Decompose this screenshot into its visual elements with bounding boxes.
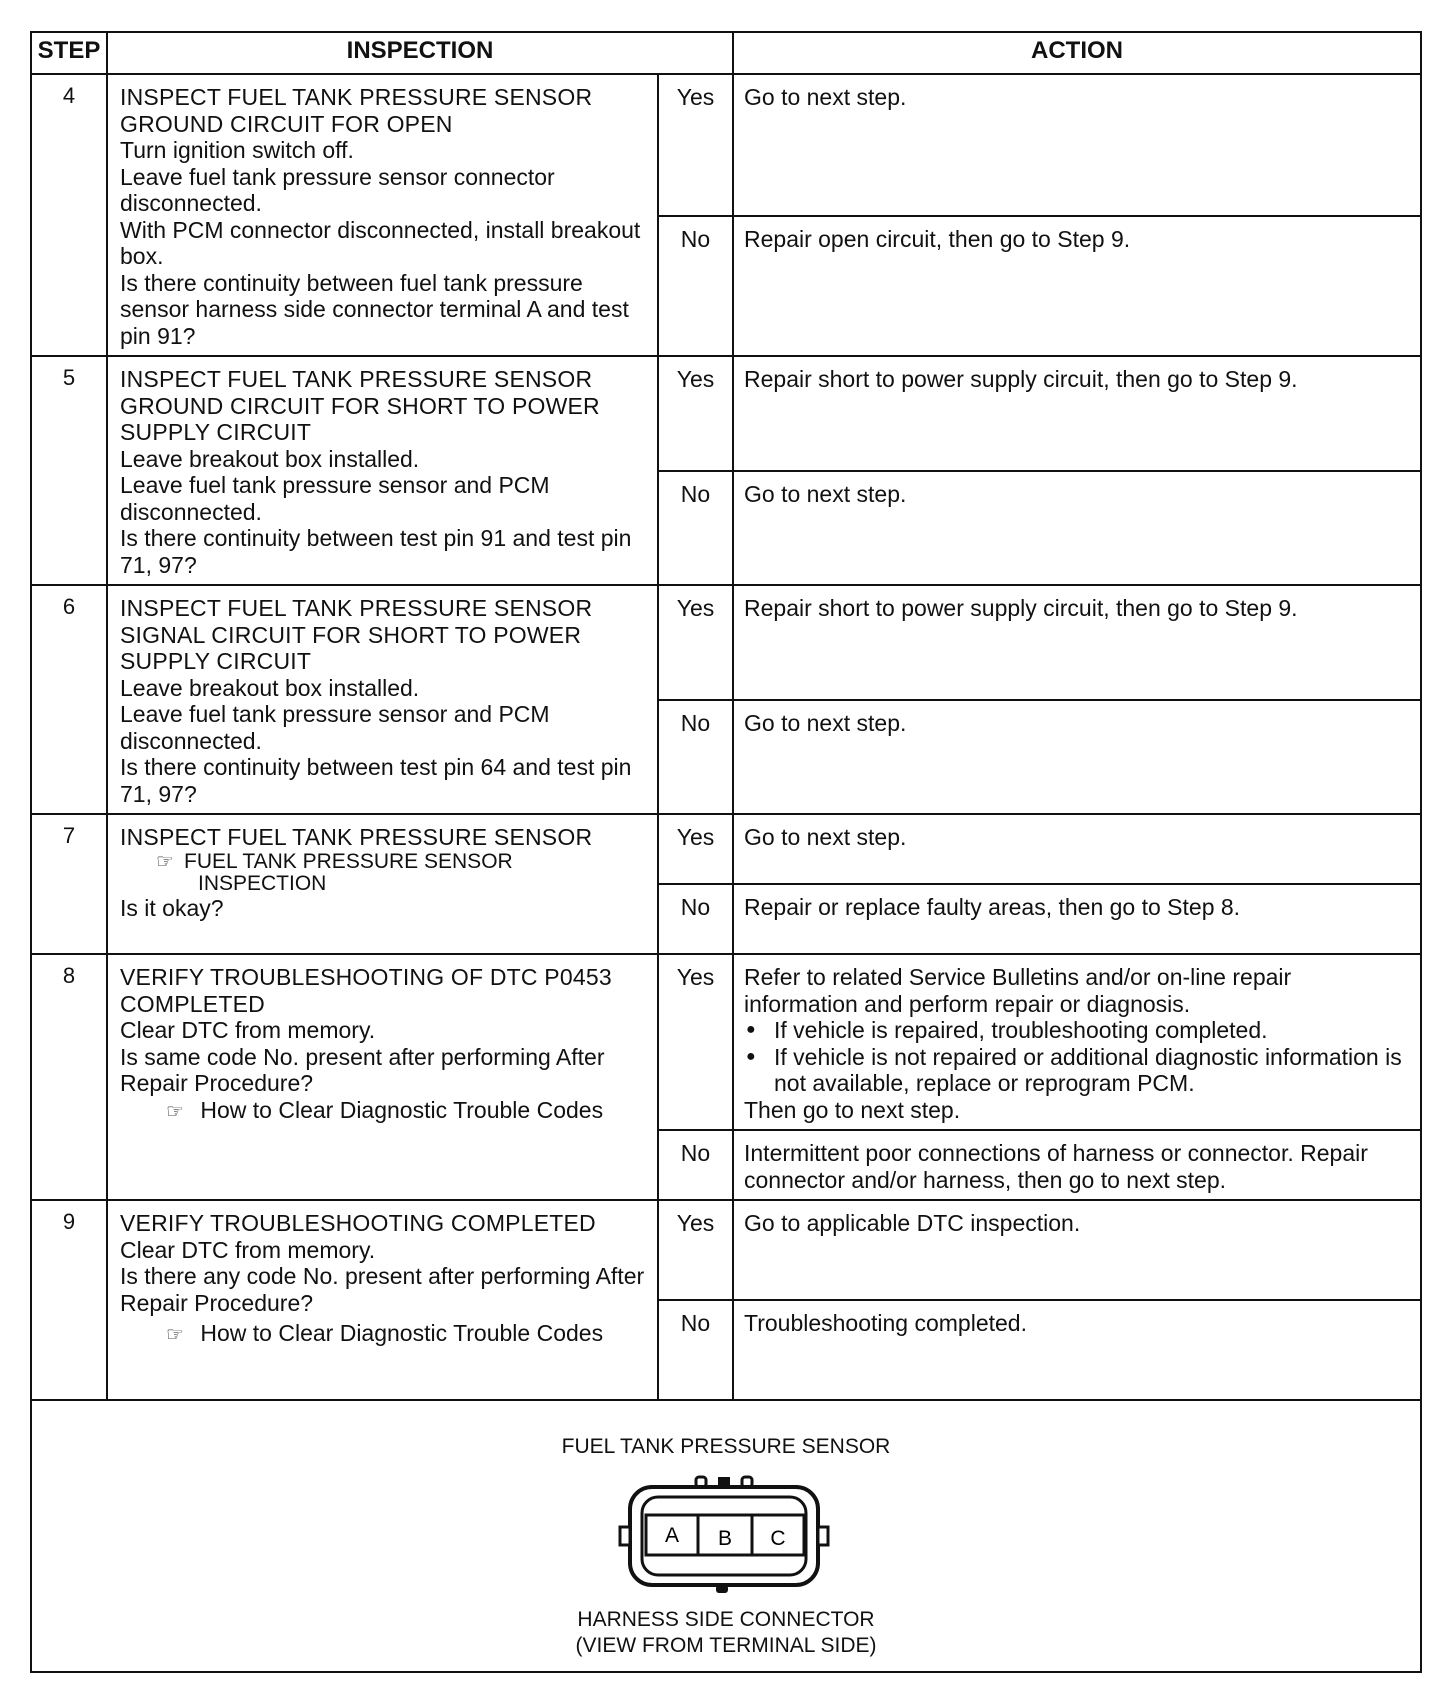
list-item: ● If vehicle is repaired, troubleshooting completed. xyxy=(744,1017,1410,1044)
table-row xyxy=(31,1200,1421,1300)
inspection-title: SUPPLY CIRCUIT xyxy=(120,419,312,445)
step-number: 9 xyxy=(31,1200,107,1400)
inspection-line: Leave fuel tank pressure sensor and PCM disconnected. xyxy=(120,701,550,754)
yes-action-intro: Refer to related Service Bulletins and/or on-line repair information and perform repair or diagnosis. xyxy=(744,964,1292,1017)
no-label: No xyxy=(658,1130,733,1200)
yes-label: Yes xyxy=(658,74,733,216)
yes-action-outro: Then go to next step. xyxy=(744,1096,961,1123)
no-action: Troubleshooting completed. xyxy=(733,1300,1421,1400)
reference-link-cont: INSPECTION xyxy=(198,871,327,895)
step-number: 8 xyxy=(31,954,107,1200)
table-row xyxy=(31,814,1421,884)
terminal-b-label: B xyxy=(717,1527,733,1550)
yes-action: Repair short to power supply circuit, then go to Step 9. xyxy=(733,356,1421,471)
no-action: Go to next step. xyxy=(733,471,1421,586)
table-row xyxy=(31,356,1421,471)
step-number: 5 xyxy=(31,356,107,585)
table-row xyxy=(31,954,1421,1130)
inspection-line: Is it okay? xyxy=(120,894,224,921)
figure-title: FUEL TANK PRESSURE SENSOR xyxy=(561,1435,891,1458)
figure-caption-line: HARNESS SIDE CONNECTOR xyxy=(577,1608,875,1631)
yes-action: Go to next step. xyxy=(733,814,1421,884)
no-label: No xyxy=(658,1300,733,1400)
connector-latch-right xyxy=(818,1527,828,1545)
table-row xyxy=(31,585,1421,700)
inspection-line: Leave fuel tank pressure sensor and PCM disconnected. xyxy=(120,472,550,525)
inspection-line: Clear DTC from memory. xyxy=(120,1236,376,1263)
diagnostic-sheet xyxy=(30,31,1420,1661)
inspection-line: Leave breakout box installed. xyxy=(120,445,420,472)
inspection-title: INSPECT FUEL TANK PRESSURE SENSOR xyxy=(120,824,593,850)
figure-cell xyxy=(31,1400,1421,1672)
list-item: ● If vehicle is not repaired or additional diagnostic information is not available, replace or reprogram PCM. xyxy=(744,1044,1410,1097)
inspection-line: Is same code No. present after performing After Repair Procedure? xyxy=(120,1043,605,1096)
no-label: No xyxy=(658,216,733,356)
no-label: No xyxy=(658,471,733,586)
terminal-a-label: A xyxy=(664,1524,680,1547)
connector-latch-left xyxy=(620,1527,630,1545)
yes-label: Yes xyxy=(658,954,733,1130)
inspection-line: Leave breakout box installed. xyxy=(120,674,420,701)
yes-action: Go to applicable DTC inspection. xyxy=(733,1200,1421,1300)
inspection-cell xyxy=(107,74,658,356)
step-number: 7 xyxy=(31,814,107,954)
no-action: Repair open circuit, then go to Step 9. xyxy=(733,216,1421,356)
inspection-title: COMPLETED xyxy=(120,990,265,1017)
yes-label: Yes xyxy=(658,1200,733,1300)
inspection-line: Is there continuity between test pin 64 and test pin 71, 97? xyxy=(120,754,632,807)
inspection-line: Turn ignition switch off. xyxy=(120,137,354,163)
inspection-cell xyxy=(107,356,658,585)
yes-action-bullets xyxy=(744,1017,1410,1097)
reference-link[interactable]: ☞ FUEL TANK PRESSURE SENSOR xyxy=(156,849,513,873)
pointing-hand-icon: ☞ xyxy=(166,1100,184,1123)
header-step: STEP xyxy=(31,32,107,74)
reference-link[interactable]: ☞ How to Clear Diagnostic Trouble Codes xyxy=(120,1097,647,1126)
header-action: ACTION xyxy=(733,32,1421,74)
step-number: 6 xyxy=(31,585,107,814)
yes-label: Yes xyxy=(658,356,733,471)
inspection-cell xyxy=(107,954,658,1200)
connector-diagram xyxy=(616,1471,836,1601)
inspection-cell xyxy=(107,814,658,954)
inspection-title: INSPECT FUEL TANK PRESSURE SENSOR xyxy=(120,595,593,621)
yes-action: Go to next step. xyxy=(733,74,1421,216)
inspection-line: Clear DTC from memory. xyxy=(120,1017,376,1043)
no-label: No xyxy=(658,884,733,954)
inspection-title: INSPECT FUEL TANK PRESSURE SENSOR xyxy=(120,366,593,392)
inspection-title: VERIFY TROUBLESHOOTING OF DTC P0453 xyxy=(120,964,612,990)
figure-row xyxy=(31,1400,1421,1672)
step-number: 4 xyxy=(31,74,107,356)
inspection-line: Is there any code No. present after performing After Repair Procedure? xyxy=(120,1263,645,1316)
inspection-title: GROUND CIRCUIT FOR SHORT TO POWER xyxy=(120,392,600,419)
table-row xyxy=(31,74,1421,216)
inspection-cell xyxy=(107,585,658,814)
inspection-title: INSPECT FUEL TANK PRESSURE SENSOR xyxy=(120,84,593,110)
inspection-line: With PCM connector disconnected, install breakout box. xyxy=(120,216,641,269)
yes-action: Repair short to power supply circuit, then go to Step 9. xyxy=(733,585,1421,700)
header-inspection: INSPECTION xyxy=(107,32,733,74)
inspection-title: GROUND CIRCUIT FOR OPEN xyxy=(120,110,453,137)
reference-link[interactable]: ☞ How to Clear Diagnostic Trouble Codes xyxy=(120,1320,647,1349)
inspection-title: VERIFY TROUBLESHOOTING COMPLETED xyxy=(120,1210,596,1236)
inspection-line: Is there continuity between fuel tank pressure sensor harness side connector terminal A and test pin 91? xyxy=(120,269,629,349)
terminal-c-label: C xyxy=(770,1527,786,1550)
table-header-row xyxy=(31,32,1421,74)
yes-action xyxy=(733,954,1421,1130)
pointing-hand-icon: ☞ xyxy=(156,850,174,873)
no-action: Intermittent poor connections of harness or connector. Repair connector and/or harness, then go to next step. xyxy=(733,1130,1421,1200)
inspection-line: Is there continuity between test pin 91 and test pin 71, 97? xyxy=(120,525,632,578)
diagnostic-table xyxy=(30,31,1422,1673)
no-action: Go to next step. xyxy=(733,700,1421,815)
inspection-cell xyxy=(107,1200,658,1400)
yes-label: Yes xyxy=(658,585,733,700)
figure-caption-line: (VIEW FROM TERMINAL SIDE) xyxy=(575,1634,877,1657)
pointing-hand-icon: ☞ xyxy=(166,1324,184,1346)
connector-nub xyxy=(716,1585,728,1593)
no-action: Repair or replace faulty areas, then go to Step 8. xyxy=(733,884,1421,954)
inspection-title: SIGNAL CIRCUIT FOR SHORT TO POWER xyxy=(120,621,582,648)
yes-label: Yes xyxy=(658,814,733,884)
figure-caption xyxy=(32,1607,1420,1659)
no-label: No xyxy=(658,700,733,815)
inspection-title: SUPPLY CIRCUIT xyxy=(120,648,312,674)
inspection-line: Leave fuel tank pressure sensor connector disconnected. xyxy=(120,163,555,216)
